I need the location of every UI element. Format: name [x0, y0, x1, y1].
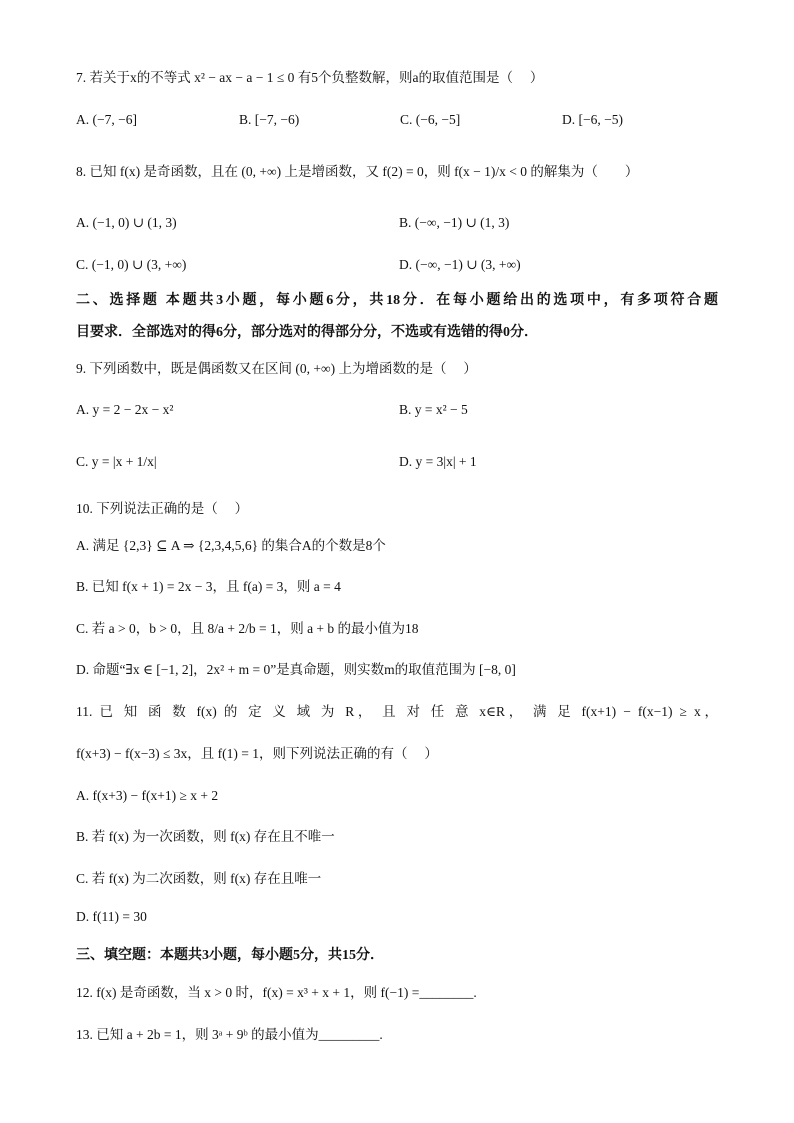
section-2-heading-line1: 二、选择题 本题共3小题，每小题6分，共18分．在每小题给出的选项中，有多项符合题: [76, 293, 718, 308]
q11-option-a: A. f(x+3) − f(x+1) ≥ x + 2: [76, 788, 219, 803]
q7-option-c: C. (−6, −5]: [400, 112, 461, 127]
q8-option-a: A. (−1, 0) ∪ (1, 3): [76, 215, 177, 230]
q10-option-c: C. 若 a > 0，b > 0，且 8/a + 2/b = 1，则 a + b 的最小值为18: [76, 621, 419, 636]
q11-option-d: D. f(11) = 30: [76, 909, 147, 924]
q9-option-d: D. y = 3|x| + 1: [399, 454, 477, 469]
q13-stem: 13. 已知 a + 2b = 1，则 3ᵃ + 9ᵇ 的最小值为_________.: [76, 1027, 383, 1042]
q7-option-d: D. [−6, −5): [562, 112, 623, 127]
q8-option-b: B. (−∞, −1) ∪ (1, 3): [399, 215, 510, 230]
q9-option-a: A. y = 2 − 2x − x²: [76, 402, 174, 417]
q10-option-b: B. 已知 f(x + 1) = 2x − 3，且 f(a) = 3，则 a = 4: [76, 579, 341, 594]
q9-option-c: C. y = |x + 1/x|: [76, 454, 157, 469]
q9-option-b: B. y = x² − 5: [399, 402, 468, 417]
q11-option-c: C. 若 f(x) 为二次函数，则 f(x) 存在且唯一: [76, 871, 322, 886]
q8-option-c: C. (−1, 0) ∪ (3, +∞): [76, 257, 187, 272]
q10-option-d: D. 命题“∃x ∈ [−1, 2]，2x² + m = 0”是真命题，则实数m的取值范围为 [−8, 0]: [76, 662, 516, 677]
q8-stem: 8. 已知 f(x) 是奇函数，且在 (0, +∞) 上是增函数，又 f(2) = 0，则 f(x − 1)/x < 0 的解集为（ ）: [76, 164, 639, 179]
section-2-heading-line2: 目要求．全部选对的得6分，部分选对的得部分分，不选或有选错的得0分．: [76, 325, 538, 340]
section-3-heading: 三、填空题：本题共3小题，每小题5分，共15分．: [76, 948, 384, 963]
q12-stem: 12. f(x) 是奇函数，当 x > 0 时，f(x) = x³ + x + 1，则 f(−1) =________.: [76, 985, 477, 1000]
q8-option-d: D. (−∞, −1) ∪ (3, +∞): [399, 257, 521, 272]
q10-stem: 10. 下列说法正确的是（ ）: [76, 501, 249, 516]
q11-stem-line1: 11. 已 知 函 数 f(x) 的 定 义 域 为 R， 且 对 任 意 x∈R， 满 足 f(x+1) − f(x−1) ≥ x，: [76, 704, 718, 719]
q11-stem-line2: f(x+3) − f(x−3) ≤ 3x，且 f(1) = 1，则下列说法正确的有（ ）: [76, 746, 438, 761]
q7-option-a: A. (−7, −6]: [76, 112, 137, 127]
q10-option-a: A. 满足 {2,3} ⊆ A ⇒ {2,3,4,5,6} 的集合A的个数是8个: [76, 538, 386, 553]
q11-option-b: B. 若 f(x) 为一次函数，则 f(x) 存在且不唯一: [76, 829, 335, 844]
q7-stem: 7. 若关于x的不等式 x² − ax − a − 1 ≤ 0 有5个负整数解，则a的取值范围是（ ）: [76, 70, 544, 85]
q9-stem: 9. 下列函数中，既是偶函数又在区间 (0, +∞) 上为增函数的是（ ）: [76, 361, 477, 376]
q7-option-b: B. [−7, −6): [239, 112, 300, 127]
